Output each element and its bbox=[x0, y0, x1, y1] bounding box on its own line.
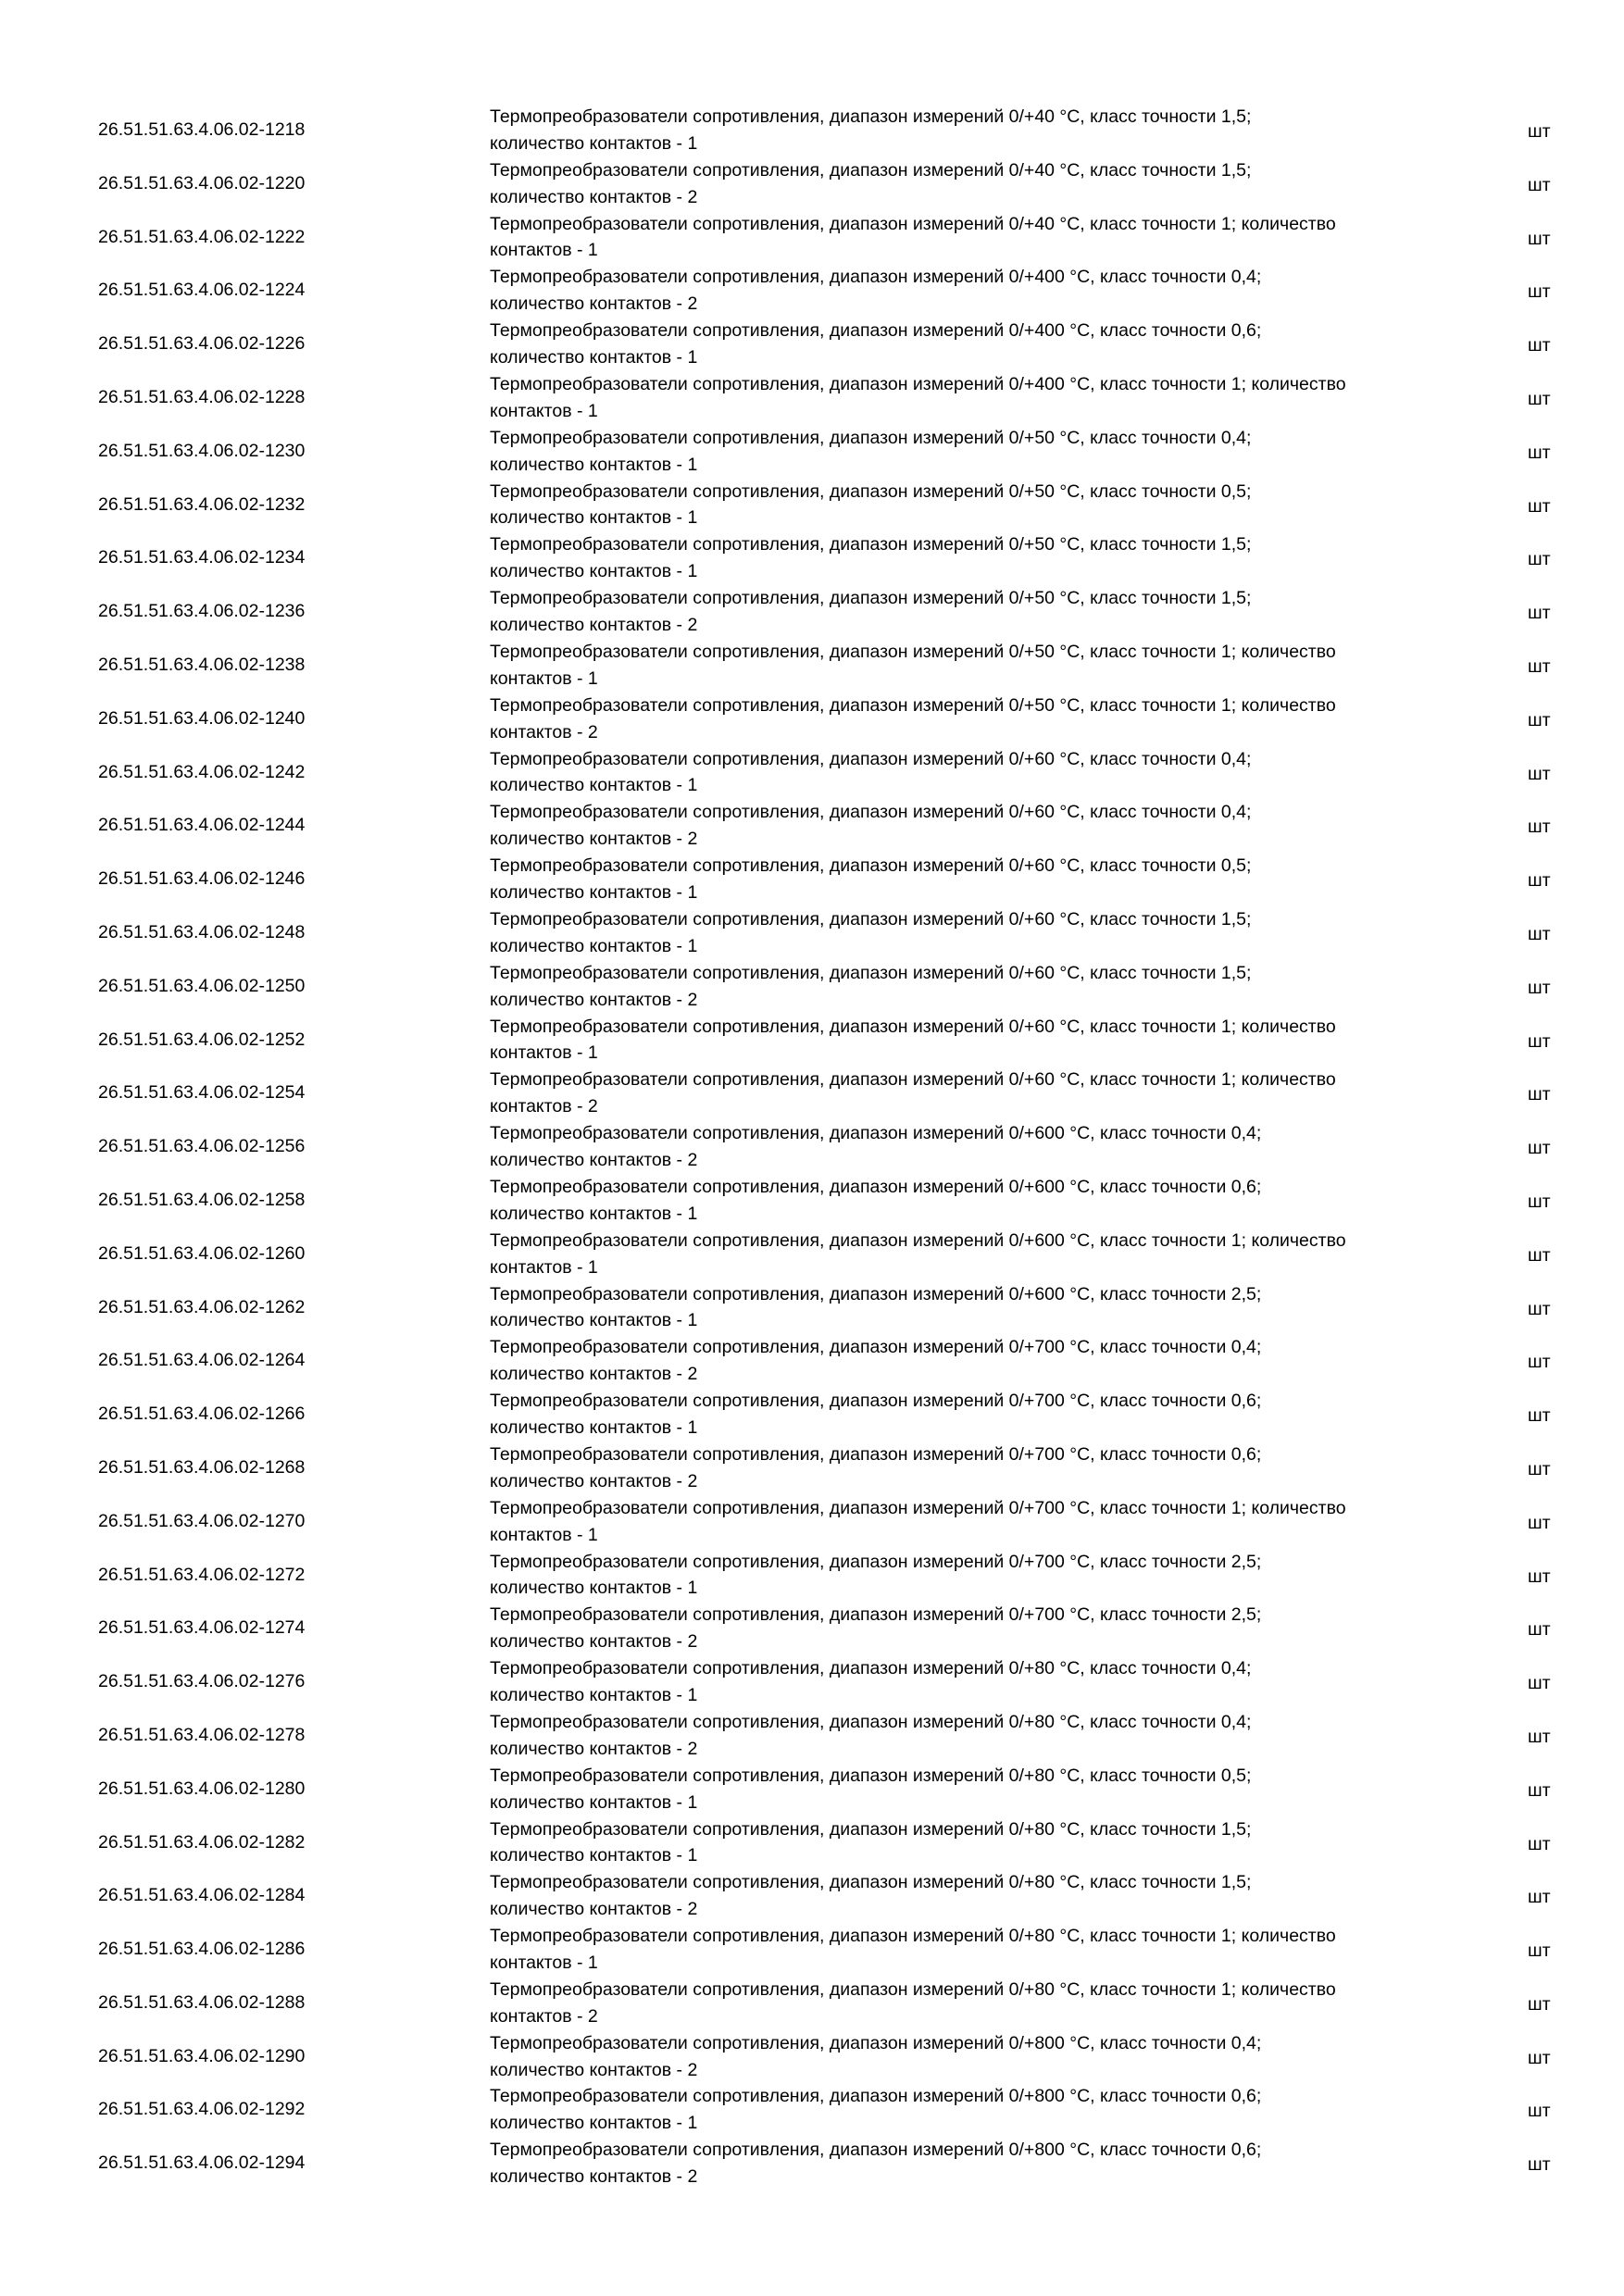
description-line: Термопреобразователи сопротивления, диапазон измерений 0/+800 °С, класс точности 0,4; bbox=[490, 2032, 1262, 2053]
item-code: 26.51.51.63.4.06.02-1262 bbox=[98, 1296, 306, 1317]
description-line: контактов - 1 bbox=[490, 400, 598, 421]
table-row bbox=[0, 1067, 1624, 1120]
description-line: количество контактов - 1 bbox=[490, 775, 698, 796]
item-unit: шт bbox=[1528, 817, 1551, 838]
item-description bbox=[490, 746, 1471, 800]
description-line: количество контактов - 1 bbox=[490, 1578, 698, 1599]
item-code: 26.51.51.63.4.06.02-1238 bbox=[98, 654, 306, 675]
description-line: Термопреобразователи сопротивления, диапазон измерений 0/+50 °С, класс точности 1; количество bbox=[490, 694, 1336, 716]
item-description bbox=[490, 1388, 1471, 1441]
item-description bbox=[490, 1709, 1471, 1763]
item-code: 26.51.51.63.4.06.02-1272 bbox=[98, 1564, 306, 1585]
item-unit: шт bbox=[1528, 1458, 1551, 1479]
item-unit: шт bbox=[1528, 1352, 1551, 1373]
description-line: Термопреобразователи сопротивления, диапазон измерений 0/+600 °С, класс точности 0,6; bbox=[490, 1176, 1262, 1197]
description-line: Термопреобразователи сопротивления, диапазон измерений 0/+60 °С, класс точности 1,5; bbox=[490, 962, 1252, 983]
item-description bbox=[490, 531, 1471, 585]
item-code: 26.51.51.63.4.06.02-1270 bbox=[98, 1510, 306, 1531]
item-code: 26.51.51.63.4.06.02-1230 bbox=[98, 440, 306, 461]
description-line: количество контактов - 2 bbox=[490, 1150, 698, 1171]
table-row bbox=[0, 1869, 1624, 1923]
table-row bbox=[0, 2083, 1624, 2137]
table-row bbox=[0, 1228, 1624, 1281]
item-code: 26.51.51.63.4.06.02-1250 bbox=[98, 975, 306, 996]
description-line: Термопреобразователи сопротивления, диапазон измерений 0/+800 °С, класс точности 0,6; bbox=[490, 2140, 1262, 2161]
table-row bbox=[0, 1549, 1624, 1603]
table-row bbox=[0, 318, 1624, 371]
item-unit: шт bbox=[1528, 495, 1551, 517]
item-unit: шт bbox=[1528, 1673, 1551, 1694]
item-code: 26.51.51.63.4.06.02-1222 bbox=[98, 226, 306, 247]
item-unit: шт bbox=[1528, 2101, 1551, 2122]
item-description bbox=[490, 1441, 1471, 1495]
description-line: Термопреобразователи сопротивления, диапазон измерений 0/+60 °С, класс точности 0,4; bbox=[490, 802, 1252, 823]
item-unit: шт bbox=[1528, 442, 1551, 463]
item-code: 26.51.51.63.4.06.02-1282 bbox=[98, 1831, 306, 1853]
item-description bbox=[490, 1763, 1471, 1816]
item-description bbox=[490, 425, 1471, 479]
table-row bbox=[0, 639, 1624, 693]
description-line: Термопреобразователи сопротивления, диапазон измерений 0/+50 °С, класс точности 0,5; bbox=[490, 480, 1252, 502]
table-row bbox=[0, 1388, 1624, 1441]
item-code: 26.51.51.63.4.06.02-1248 bbox=[98, 921, 306, 942]
table-row bbox=[0, 479, 1624, 532]
description-line: Термопреобразователи сопротивления, диапазон измерений 0/+400 °С, класс точности 0,4; bbox=[490, 267, 1262, 288]
description-line: количество контактов - 2 bbox=[490, 989, 698, 1010]
description-line: Термопреобразователи сопротивления, диапазон измерений 0/+60 °С, класс точности 0,5; bbox=[490, 855, 1252, 877]
item-unit: шт bbox=[1528, 1298, 1551, 1319]
table-row bbox=[0, 425, 1624, 479]
item-unit: шт bbox=[1528, 1779, 1551, 1801]
item-unit: шт bbox=[1528, 1405, 1551, 1427]
description-line: количество контактов - 2 bbox=[490, 1631, 698, 1653]
item-unit: шт bbox=[1528, 174, 1551, 195]
table-row bbox=[0, 1816, 1624, 1870]
description-line: Термопреобразователи сопротивления, диапазон измерений 0/+50 °С, класс точности 1; количество bbox=[490, 641, 1336, 662]
item-description bbox=[490, 371, 1471, 425]
item-description bbox=[490, 906, 1471, 960]
description-line: Термопреобразователи сопротивления, диапазон измерений 0/+700 °С, класс точности 2,5; bbox=[490, 1604, 1262, 1626]
description-line: количество контактов - 2 bbox=[490, 1364, 698, 1385]
item-unit: шт bbox=[1528, 709, 1551, 730]
description-line: Термопреобразователи сопротивления, диапазон измерений 0/+80 °С, класс точности 0,4; bbox=[490, 1711, 1252, 1732]
item-code: 26.51.51.63.4.06.02-1242 bbox=[98, 761, 306, 782]
description-line: количество контактов - 1 bbox=[490, 1685, 698, 1705]
description-line: Термопреобразователи сопротивления, диапазон измерений 0/+400 °С, класс точности 1; количество bbox=[490, 373, 1346, 394]
description-line: Термопреобразователи сопротивления, диапазон измерений 0/+700 °С, класс точности 0,4; bbox=[490, 1337, 1262, 1358]
description-line: Термопреобразователи сопротивления, диапазон измерений 0/+60 °С, класс точности 1; количество bbox=[490, 1069, 1336, 1091]
item-code: 26.51.51.63.4.06.02-1220 bbox=[98, 172, 306, 193]
item-description bbox=[490, 639, 1471, 693]
description-line: Термопреобразователи сопротивления, диапазон измерений 0/+60 °С, класс точности 0,4; bbox=[490, 748, 1252, 769]
item-code: 26.51.51.63.4.06.02-1284 bbox=[98, 1885, 306, 1906]
description-line: контактов - 1 bbox=[490, 240, 598, 261]
item-unit: шт bbox=[1528, 923, 1551, 944]
item-description bbox=[490, 1174, 1471, 1228]
table-row bbox=[0, 2030, 1624, 2084]
description-line: контактов - 1 bbox=[490, 1952, 598, 1973]
item-code: 26.51.51.63.4.06.02-1280 bbox=[98, 1778, 306, 1799]
description-line: Термопреобразователи сопротивления, диапазон измерений 0/+40 °С, класс точности 1,5; bbox=[490, 106, 1252, 127]
item-code: 26.51.51.63.4.06.02-1288 bbox=[98, 1991, 306, 2013]
item-unit: шт bbox=[1528, 1619, 1551, 1641]
description-line: контактов - 1 bbox=[490, 1256, 598, 1278]
description-line: Термопреобразователи сопротивления, диапазон измерений 0/+80 °С, класс точности 1,5; bbox=[490, 1872, 1252, 1893]
item-description bbox=[490, 104, 1471, 157]
item-description bbox=[490, 1602, 1471, 1655]
description-line: количество контактов - 1 bbox=[490, 454, 698, 475]
item-code: 26.51.51.63.4.06.02-1258 bbox=[98, 1189, 306, 1210]
description-line: Термопреобразователи сопротивления, диапазон измерений 0/+80 °С, класс точности 1; количество bbox=[490, 1978, 1336, 2000]
item-description bbox=[490, 1923, 1471, 1977]
table-row bbox=[0, 1334, 1624, 1388]
description-line: Термопреобразователи сопротивления, диапазон измерений 0/+40 °С, класс точности 1,5; bbox=[490, 159, 1252, 181]
item-description bbox=[490, 1120, 1471, 1174]
description-line: Термопреобразователи сопротивления, диапазон измерений 0/+600 °С, класс точности 2,5; bbox=[490, 1283, 1262, 1304]
item-code: 26.51.51.63.4.06.02-1228 bbox=[98, 386, 306, 407]
description-line: количество контактов - 1 bbox=[490, 561, 698, 582]
item-description bbox=[490, 853, 1471, 906]
table-row bbox=[0, 157, 1624, 211]
item-code: 26.51.51.63.4.06.02-1292 bbox=[98, 2099, 306, 2120]
item-unit: шт bbox=[1528, 1940, 1551, 1962]
item-unit: шт bbox=[1528, 655, 1551, 677]
item-code: 26.51.51.63.4.06.02-1246 bbox=[98, 868, 306, 890]
description-line: Термопреобразователи сопротивления, диапазон измерений 0/+80 °С, класс точности 0,5; bbox=[490, 1765, 1252, 1786]
table-row bbox=[0, 1763, 1624, 1816]
item-description bbox=[490, 1549, 1471, 1603]
item-unit: шт bbox=[1528, 763, 1551, 784]
description-line: Термопреобразователи сопротивления, диапазон измерений 0/+700 °С, класс точности 1; количество bbox=[490, 1497, 1346, 1518]
item-code: 26.51.51.63.4.06.02-1286 bbox=[98, 1939, 306, 1960]
item-description bbox=[490, 1281, 1471, 1335]
item-description bbox=[490, 1334, 1471, 1388]
item-code: 26.51.51.63.4.06.02-1268 bbox=[98, 1456, 306, 1478]
table-row bbox=[0, 211, 1624, 265]
description-line: Термопреобразователи сопротивления, диапазон измерений 0/+80 °С, класс точности 1; количество bbox=[490, 1926, 1336, 1947]
item-description bbox=[490, 1228, 1471, 1281]
description-line: контактов - 1 bbox=[490, 1524, 598, 1545]
item-description bbox=[490, 2137, 1471, 2190]
table-row bbox=[0, 371, 1624, 425]
description-line: Термопреобразователи сопротивления, диапазон измерений 0/+700 °С, класс точности 0,6; bbox=[490, 1391, 1262, 1412]
item-description bbox=[490, 2083, 1471, 2137]
item-unit: шт bbox=[1528, 549, 1551, 570]
table-row bbox=[0, 531, 1624, 585]
item-unit: шт bbox=[1528, 2154, 1551, 2176]
description-line: количество контактов - 2 bbox=[490, 186, 698, 207]
item-code: 26.51.51.63.4.06.02-1276 bbox=[98, 1671, 306, 1692]
description-line: количество контактов - 1 bbox=[490, 347, 698, 368]
item-unit: шт bbox=[1528, 1887, 1551, 1908]
item-code: 26.51.51.63.4.06.02-1266 bbox=[98, 1404, 306, 1425]
table-row bbox=[0, 1602, 1624, 1655]
table-row bbox=[0, 960, 1624, 1014]
item-description bbox=[490, 157, 1471, 211]
table-row bbox=[0, 585, 1624, 639]
item-unit: шт bbox=[1528, 281, 1551, 303]
item-description bbox=[490, 1977, 1471, 2030]
description-line: количество контактов - 1 bbox=[490, 132, 698, 154]
item-description bbox=[490, 1816, 1471, 1870]
item-code: 26.51.51.63.4.06.02-1254 bbox=[98, 1082, 306, 1104]
item-unit: шт bbox=[1528, 121, 1551, 142]
item-code: 26.51.51.63.4.06.02-1240 bbox=[98, 707, 306, 729]
item-code: 26.51.51.63.4.06.02-1256 bbox=[98, 1136, 306, 1157]
table-row bbox=[0, 1977, 1624, 2030]
description-line: количество контактов - 2 bbox=[490, 2166, 698, 2188]
description-line: количество контактов - 2 bbox=[490, 615, 698, 636]
table-row bbox=[0, 1014, 1624, 1067]
description-line: Термопреобразователи сопротивления, диапазон измерений 0/+60 °С, класс точности 1,5; bbox=[490, 908, 1252, 930]
table-row bbox=[0, 1655, 1624, 1709]
description-line: количество контактов - 1 bbox=[490, 507, 698, 529]
item-unit: шт bbox=[1528, 2047, 1551, 2068]
item-unit: шт bbox=[1528, 1726, 1551, 1747]
table-row bbox=[0, 264, 1624, 318]
item-unit: шт bbox=[1528, 1512, 1551, 1533]
description-line: количество контактов - 1 bbox=[490, 1845, 698, 1866]
item-code: 26.51.51.63.4.06.02-1244 bbox=[98, 815, 306, 836]
description-line: количество контактов - 1 bbox=[490, 1791, 698, 1813]
table-row bbox=[0, 746, 1624, 800]
item-unit: шт bbox=[1528, 335, 1551, 356]
description-line: количество контактов - 2 bbox=[490, 829, 698, 850]
item-unit: шт bbox=[1528, 1566, 1551, 1587]
description-line: Термопреобразователи сопротивления, диапазон измерений 0/+600 °С, класс точности 1; количество bbox=[490, 1229, 1346, 1251]
item-unit: шт bbox=[1528, 388, 1551, 409]
item-description bbox=[490, 1869, 1471, 1923]
item-unit: шт bbox=[1528, 1030, 1551, 1052]
description-line: Термопреобразователи сопротивления, диапазон измерений 0/+700 °С, класс точности 0,6; bbox=[490, 1443, 1262, 1465]
table-row bbox=[0, 1495, 1624, 1549]
description-line: количество контактов - 1 bbox=[490, 2113, 698, 2134]
item-description bbox=[490, 2030, 1471, 2084]
table-row bbox=[0, 906, 1624, 960]
description-line: количество контактов - 1 bbox=[490, 1203, 698, 1224]
table-row bbox=[0, 1281, 1624, 1335]
item-code: 26.51.51.63.4.06.02-1294 bbox=[98, 2152, 306, 2174]
table-row bbox=[0, 1174, 1624, 1228]
item-description bbox=[490, 693, 1471, 746]
item-description bbox=[490, 585, 1471, 639]
description-line: Термопреобразователи сопротивления, диапазон измерений 0/+600 °С, класс точности 0,4; bbox=[490, 1123, 1262, 1144]
item-unit: шт bbox=[1528, 1244, 1551, 1266]
item-code: 26.51.51.63.4.06.02-1232 bbox=[98, 493, 306, 515]
table-row bbox=[0, 1709, 1624, 1763]
item-unit: шт bbox=[1528, 1084, 1551, 1105]
description-line: Термопреобразователи сопротивления, диапазон измерений 0/+60 °С, класс точности 1; количество bbox=[490, 1016, 1336, 1037]
item-code: 26.51.51.63.4.06.02-1236 bbox=[98, 601, 306, 622]
description-line: Термопреобразователи сопротивления, диапазон измерений 0/+80 °С, класс точности 1,5; bbox=[490, 1818, 1252, 1840]
item-unit: шт bbox=[1528, 1191, 1551, 1212]
table-row bbox=[0, 1923, 1624, 1977]
description-line: контактов - 1 bbox=[490, 668, 598, 689]
description-line: количество контактов - 1 bbox=[490, 935, 698, 956]
description-line: количество контактов - 2 bbox=[490, 293, 698, 315]
description-line: Термопреобразователи сопротивления, диапазон измерений 0/+50 °С, класс точности 0,4; bbox=[490, 427, 1252, 448]
table-row bbox=[0, 1441, 1624, 1495]
description-line: контактов - 2 bbox=[490, 721, 598, 742]
item-code: 26.51.51.63.4.06.02-1290 bbox=[98, 2045, 306, 2066]
description-line: Термопреобразователи сопротивления, диапазон измерений 0/+40 °С, класс точности 1; количество bbox=[490, 213, 1336, 234]
table-row bbox=[0, 1120, 1624, 1174]
table-row bbox=[0, 799, 1624, 853]
description-line: количество контактов - 2 bbox=[490, 1470, 698, 1491]
description-line: количество контактов - 1 bbox=[490, 882, 698, 904]
item-code: 26.51.51.63.4.06.02-1264 bbox=[98, 1350, 306, 1371]
item-code: 26.51.51.63.4.06.02-1226 bbox=[98, 333, 306, 355]
item-code: 26.51.51.63.4.06.02-1274 bbox=[98, 1617, 306, 1639]
description-line: количество контактов - 2 bbox=[490, 2059, 698, 2080]
item-description bbox=[490, 1655, 1471, 1709]
item-description bbox=[490, 1495, 1471, 1549]
item-unit: шт bbox=[1528, 870, 1551, 892]
description-line: Термопреобразователи сопротивления, диапазон измерений 0/+80 °С, класс точности 0,4; bbox=[490, 1658, 1252, 1679]
item-code: 26.51.51.63.4.06.02-1278 bbox=[98, 1724, 306, 1745]
item-unit: шт bbox=[1528, 603, 1551, 624]
description-line: количество контактов - 1 bbox=[490, 1417, 698, 1439]
item-unit: шт bbox=[1528, 228, 1551, 249]
table-row bbox=[0, 853, 1624, 906]
table-row bbox=[0, 2137, 1624, 2190]
description-line: контактов - 1 bbox=[490, 1042, 598, 1064]
item-unit: шт bbox=[1528, 1138, 1551, 1159]
item-description bbox=[490, 799, 1471, 853]
item-description bbox=[490, 318, 1471, 371]
description-line: Термопреобразователи сопротивления, диапазон измерений 0/+400 °С, класс точности 0,6; bbox=[490, 320, 1262, 342]
item-unit: шт bbox=[1528, 1993, 1551, 2015]
table-row bbox=[0, 693, 1624, 746]
description-line: количество контактов - 2 bbox=[490, 1738, 698, 1759]
table-row bbox=[0, 104, 1624, 157]
description-line: Термопреобразователи сопротивления, диапазон измерений 0/+700 °С, класс точности 2,5; bbox=[490, 1551, 1262, 1572]
item-description bbox=[490, 1067, 1471, 1120]
item-description bbox=[490, 211, 1471, 265]
item-code: 26.51.51.63.4.06.02-1234 bbox=[98, 547, 306, 568]
description-line: контактов - 2 bbox=[490, 2005, 598, 2027]
item-description bbox=[490, 960, 1471, 1014]
description-line: количество контактов - 2 bbox=[490, 1899, 698, 1920]
item-unit: шт bbox=[1528, 977, 1551, 998]
item-unit: шт bbox=[1528, 1833, 1551, 1854]
item-code: 26.51.51.63.4.06.02-1260 bbox=[98, 1242, 306, 1264]
description-line: Термопреобразователи сопротивления, диапазон измерений 0/+50 °С, класс точности 1,5; bbox=[490, 588, 1252, 609]
item-description bbox=[490, 264, 1471, 318]
description-line: Термопреобразователи сопротивления, диапазон измерений 0/+50 °С, класс точности 1,5; bbox=[490, 534, 1252, 555]
item-description bbox=[490, 479, 1471, 532]
description-line: Термопреобразователи сопротивления, диапазон измерений 0/+800 °С, класс точности 0,6; bbox=[490, 2086, 1262, 2107]
item-description bbox=[490, 1014, 1471, 1067]
price-table bbox=[0, 104, 1624, 2190]
item-code: 26.51.51.63.4.06.02-1252 bbox=[98, 1029, 306, 1050]
description-line: контактов - 2 bbox=[490, 1096, 598, 1117]
item-code: 26.51.51.63.4.06.02-1218 bbox=[98, 119, 306, 140]
description-line: количество контактов - 1 bbox=[490, 1310, 698, 1331]
item-code: 26.51.51.63.4.06.02-1224 bbox=[98, 280, 306, 301]
